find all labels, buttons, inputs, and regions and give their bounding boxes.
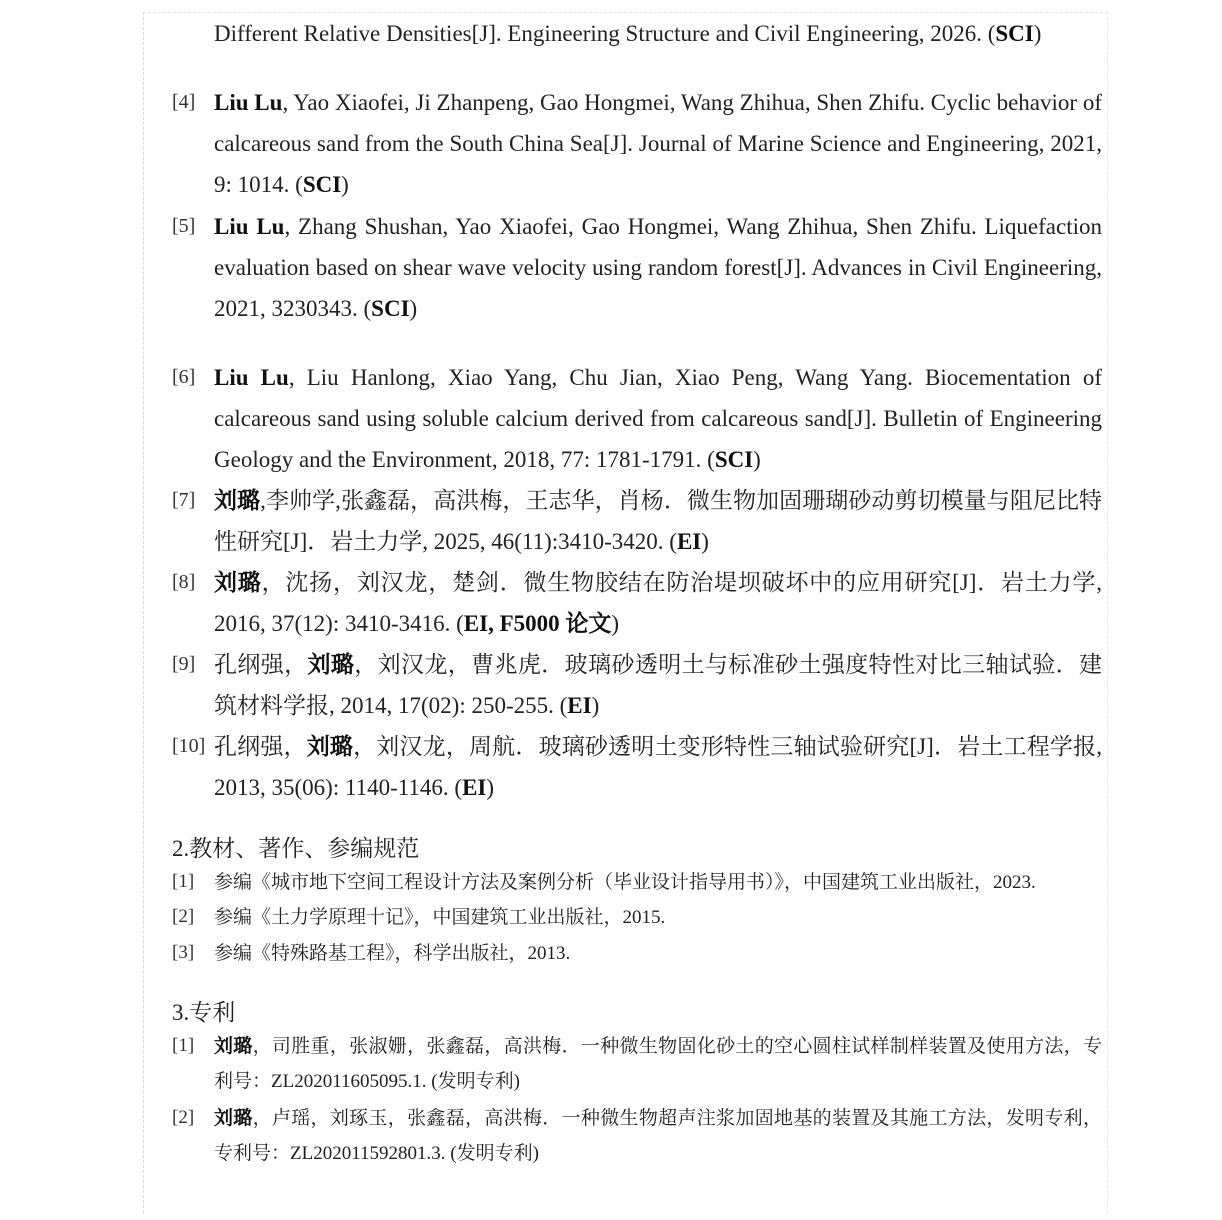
item-number: [1] <box>172 871 195 892</box>
section-title-books: 2.教材、著作、参编规范 <box>172 836 420 861</box>
reference-text: Liu Lu, Liu Hanlong, Xiao Yang, Chu Jian, Xiao Peng, Wang Yang. Biocementation of calcareous sand using soluble calcium derived from calcareous sand[J]. Bulletin of Engineering Geology and the Environment, 2018, 77: 1781-1791. (SCI) <box>214 365 1102 472</box>
reference-text: 刘璐，沈扬，刘汉龙，楚剑．微生物胶结在防治堤坝破坏中的应用研究[J]．岩土力学, 2016, 37(12): 3410-3416. (EI, F5000 论文) <box>214 570 1102 636</box>
reference-text: Different Relative Densities[J]. Engineering Structure and Civil Engineering, 2026. (SCI) <box>214 21 1042 46</box>
item-number: [2] <box>172 906 195 927</box>
item-number: [1] <box>172 1035 195 1056</box>
item-text: 参编《土力学原理十记》，中国建筑工业出版社，2015. <box>214 907 666 928</box>
item-number: [2] <box>172 1107 195 1128</box>
section-title-patents: 3.专利 <box>172 1000 236 1025</box>
reference-number: [8] <box>172 571 196 593</box>
reference-number: [6] <box>172 366 196 388</box>
item-text: 刘璐，卢瑶，刘琢玉，张鑫磊，高洪梅．一种微生物超声注浆加固地基的装置及其施工方法，发明专利，专利号：ZL202011592801.3. (发明专利) <box>214 1108 1102 1164</box>
reference-number: [9] <box>172 653 196 675</box>
item-text: 参编《特殊路基工程》，科学出版社，2013. <box>214 943 571 964</box>
reference-text: Liu Lu, Zhang Shushan, Yao Xiaofei, Gao Hongmei, Wang Zhihua, Shen Zhifu. Liquefaction evaluation based on shear wave velocity using random forest[J]. Advances in Civil Engineering, 2021, 3230343. (SCI) <box>214 214 1102 321</box>
reference-number: [5] <box>172 215 196 237</box>
reference-text: 刘璐,李帅学,张鑫磊，高洪梅，王志华，肖杨．微生物加固珊瑚砂动剪切模量与阻尼比特性研究[J]．岩土力学, 2025, 46(11):3410-3420. (EI) <box>214 488 1103 554</box>
item-text: 刘璐，司胜重，张淑姗，张鑫磊，高洪梅．一种微生物固化砂土的空心圆柱试样制样装置及使用方法，专利号：ZL202011605095.1. (发明专利) <box>214 1036 1102 1092</box>
reference-text: 孔纲强，刘璐，刘汉龙，曹兆虎．玻璃砂透明土与标准砂土强度特性对比三轴试验．建筑材料学报, 2014, 17(02): 250-255. (EI) <box>214 652 1103 718</box>
item-text: 参编《城市地下空间工程设计方法及案例分析（毕业设计指导用书）》，中国建筑工业出版社，2023. <box>214 872 1036 893</box>
reference-number: [7] <box>172 489 196 511</box>
reference-text: Liu Lu, Yao Xiaofei, Ji Zhanpeng, Gao Hongmei, Wang Zhihua, Shen Zhifu. Cyclic behavior of calcareous sand from the South China Sea[J]. Journal of Marine Science and Engineering, 2021, 9: 1014. (SCI) <box>214 90 1102 197</box>
item-number: [3] <box>172 942 195 963</box>
reference-number: [10] <box>172 735 206 757</box>
reference-number: [4] <box>172 91 196 113</box>
reference-text: 孔纲强，刘璐，刘汉龙，周航．玻璃砂透明土变形特性三轴试验研究[J]．岩土工程学报, 2013, 35(06): 1140-1146. (EI) <box>214 734 1102 800</box>
